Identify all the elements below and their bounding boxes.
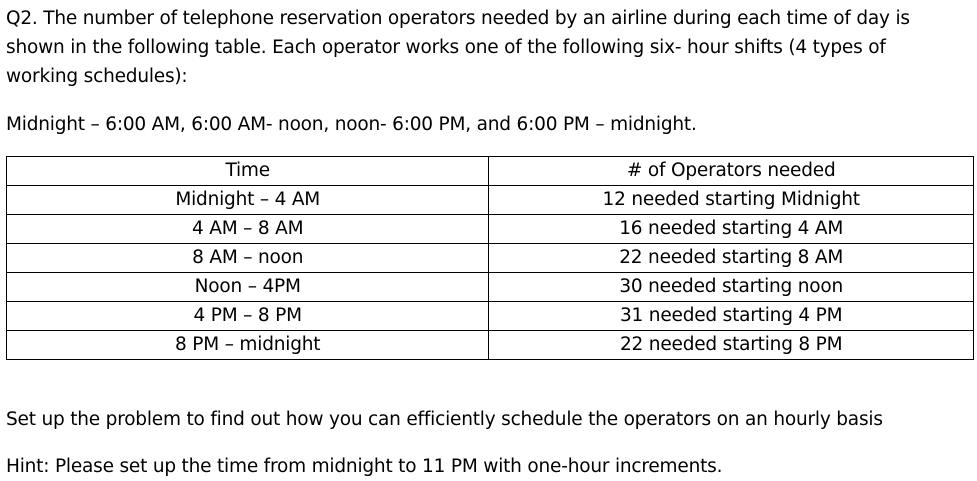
- question-line-3: working schedules):: [6, 66, 188, 87]
- header-operators-needed: # of Operators needed: [489, 157, 974, 186]
- table-row: [7, 331, 974, 360]
- question-line-1: Q2. The number of telephone reservation operators needed by an airline during each time of day is: [6, 8, 910, 29]
- operators-cell: 30 needed starting noon: [489, 273, 974, 302]
- operators-cell: 22 needed starting 8 AM: [489, 244, 974, 273]
- time-cell: 4 PM – 8 PM: [7, 302, 489, 331]
- table-row: [7, 186, 974, 215]
- operators-cell: 16 needed starting 4 AM: [489, 215, 974, 244]
- operators-cell: 22 needed starting 8 PM: [489, 331, 974, 360]
- time-cell: Noon – 4PM: [7, 273, 489, 302]
- setup-instruction: Set up the problem to find out how you can efficiently schedule the operators on an hourly basis: [6, 409, 883, 430]
- operators-cell: 31 needed starting 4 PM: [489, 302, 974, 331]
- time-cell: Midnight – 4 AM: [7, 186, 489, 215]
- operators-cell: 12 needed starting Midnight: [489, 186, 974, 215]
- table-row: [7, 244, 974, 273]
- table-row: [7, 215, 974, 244]
- question-line-2: shown in the following table. Each operator works one of the following six- hour shifts (4 types of: [6, 37, 886, 58]
- shifts-description: Midnight – 6:00 AM, 6:00 AM- noon, noon- 6:00 PM, and 6:00 PM – midnight.: [6, 114, 697, 135]
- operators-table: [6, 156, 974, 360]
- table-row: [7, 273, 974, 302]
- table-row: [7, 302, 974, 331]
- hint-text: Hint: Please set up the time from midnight to 11 PM with one-hour increments.: [6, 456, 723, 477]
- table-header-row: [7, 157, 974, 186]
- header-time: Time: [7, 157, 489, 186]
- time-cell: 8 PM – midnight: [7, 331, 489, 360]
- time-cell: 4 AM – 8 AM: [7, 215, 489, 244]
- time-cell: 8 AM – noon: [7, 244, 489, 273]
